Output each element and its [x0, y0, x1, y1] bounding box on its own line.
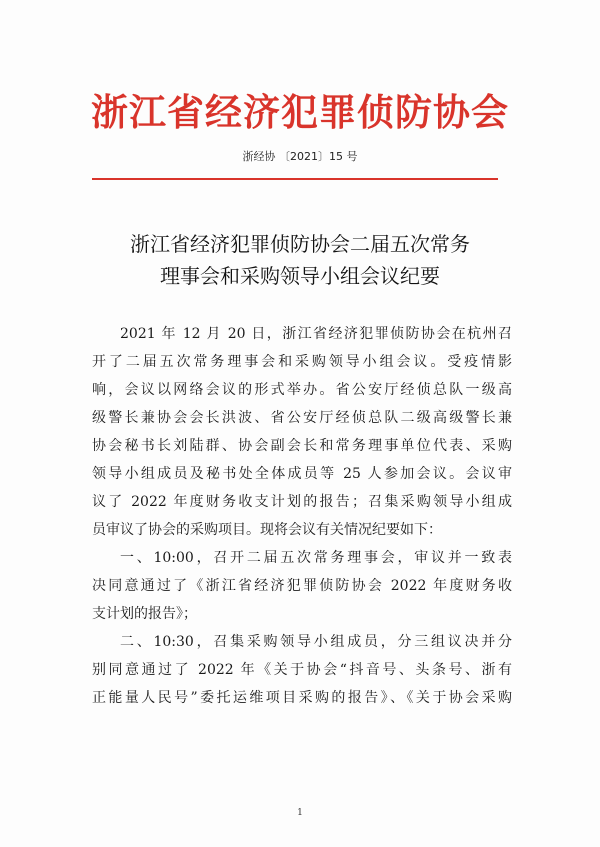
document-number: 浙经协 〔2021〕15 号: [242, 150, 358, 163]
body-line: 领导小组成员及秘书处全体成员等 25 人参加会议。会议审: [92, 466, 512, 482]
organization-header: 浙江省经济犯罪侦防协会: [91, 90, 509, 134]
title-line-1: 浙江省经济犯罪侦防协会二届五次常务: [130, 232, 470, 256]
red-divider: [92, 178, 498, 180]
page-number: 1: [297, 808, 303, 818]
body-line: 支计划的报告》；: [92, 606, 197, 622]
body-line: 员审议了协会的采购项目。现将会议有关情况纪要如下：: [92, 522, 442, 538]
body-line: 2021 年 12 月 20 日，浙江省经济犯罪侦防协会在杭州召: [120, 326, 512, 342]
body-line: 二、10:30，召集采购领导小组成员，分三组议决并分: [120, 634, 512, 650]
body-line: 协会秘书长刘陆群、协会副会长和常务理事单位代表、采购: [92, 438, 512, 454]
body-line: 正能量人民号”委托运维项目采购的报告》、《关于协会采购: [92, 690, 512, 706]
body-line: 一、10:00，召开二届五次常务理事会，审议并一致表: [120, 550, 512, 566]
body-line: 决同意通过了《浙江省经济犯罪侦防协会 2022 年度财务收: [92, 578, 512, 594]
document-title: [0, 228, 600, 292]
title-line-2: 理事会和采购领导小组会议纪要: [160, 264, 440, 288]
body-text: [92, 320, 512, 712]
body-line: 开了二届五次常务理事会和采购领导小组会议。受疫情影: [92, 354, 512, 370]
body-line: 响，会议以网络会议的形式举办。省公安厅经侦总队一级高: [92, 382, 512, 398]
body-line: 级警长兼协会会长洪波、省公安厅经侦总队二级高级警长兼: [92, 410, 512, 426]
body-line: 别同意通过了 2022 年《关于协会“抖音号、头条号、浙有: [92, 662, 512, 678]
body-line: 议了 2022 年度财务收支计划的报告；召集采购领导小组成: [92, 494, 512, 510]
